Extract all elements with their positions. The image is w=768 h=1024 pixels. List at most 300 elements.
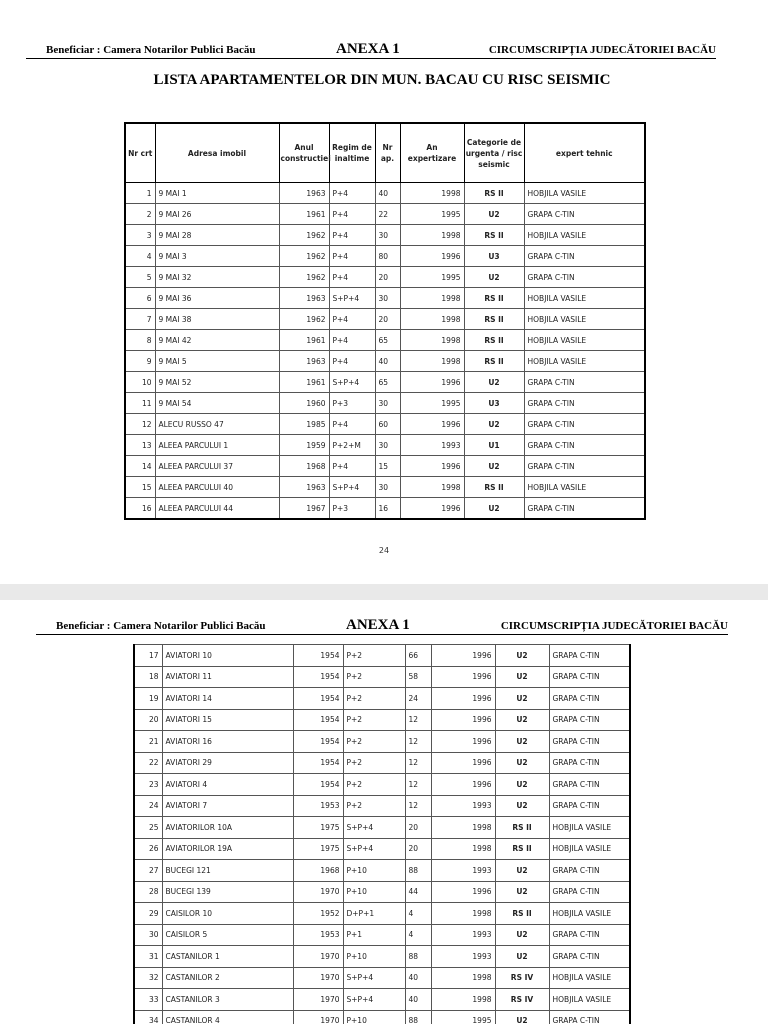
table-row: [134, 688, 630, 710]
expertise-year-cell: 1993: [400, 435, 464, 456]
row-number: 22: [134, 752, 162, 774]
expertise-year-cell: 1995: [400, 393, 464, 414]
construction-year-cell: 1975: [293, 817, 343, 839]
expert-cell: HOBJILA VASILE: [549, 838, 630, 860]
apartments-cell: 65: [375, 372, 400, 393]
expertise-year-cell: 1998: [431, 967, 495, 989]
table-row: [125, 309, 645, 330]
risk-category-cell: U2: [495, 731, 549, 753]
apartments-cell: 20: [405, 817, 431, 839]
row-number: 19: [134, 688, 162, 710]
table-row: [134, 860, 630, 882]
expertise-year-cell: 1996: [431, 709, 495, 731]
address-cell: AVIATORI 14: [162, 688, 293, 710]
height-regime-cell: P+4: [329, 246, 375, 267]
construction-year-cell: 1961: [279, 330, 329, 351]
expert-cell: HOBJILA VASILE: [524, 288, 645, 309]
height-regime-cell: P+2: [343, 752, 405, 774]
construction-year-cell: 1970: [293, 989, 343, 1011]
apartments-cell: 66: [405, 645, 431, 667]
expert-cell: HOBJILA VASILE: [549, 903, 630, 925]
construction-year-cell: 1959: [279, 435, 329, 456]
height-regime-cell: P+10: [343, 860, 405, 882]
risk-category-cell: U2: [495, 881, 549, 903]
expert-cell: GRAPA C-TIN: [549, 881, 630, 903]
height-regime-cell: P+10: [343, 946, 405, 968]
row-number: 34: [134, 1010, 162, 1024]
expert-cell: GRAPA C-TIN: [524, 372, 645, 393]
expertise-year-cell: 1996: [431, 752, 495, 774]
expert-cell: HOBJILA VASILE: [524, 351, 645, 372]
expert-cell: GRAPA C-TIN: [524, 204, 645, 225]
apartments-cell: 60: [375, 414, 400, 435]
apartments-cell: 4: [405, 903, 431, 925]
expert-cell: GRAPA C-TIN: [524, 393, 645, 414]
construction-year-cell: 1954: [293, 666, 343, 688]
address-cell: CASTANILOR 3: [162, 989, 293, 1011]
page-header: [36, 616, 728, 635]
construction-year-cell: 1970: [293, 881, 343, 903]
construction-year-cell: 1960: [279, 393, 329, 414]
apartments-cell: 40: [405, 967, 431, 989]
risk-category-cell: U2: [495, 924, 549, 946]
expert-cell: GRAPA C-TIN: [549, 924, 630, 946]
row-number: 12: [125, 414, 155, 435]
row-number: 21: [134, 731, 162, 753]
address-cell: 9 MAI 42: [155, 330, 279, 351]
construction-year-cell: 1954: [293, 709, 343, 731]
expert-cell: GRAPA C-TIN: [549, 1010, 630, 1024]
expertise-year-cell: 1996: [431, 774, 495, 796]
table-row: [134, 903, 630, 925]
table-row: [125, 288, 645, 309]
apartments-cell: 30: [375, 477, 400, 498]
risk-category-cell: U2: [495, 688, 549, 710]
apartments-cell: 30: [375, 393, 400, 414]
expert-cell: HOBJILA VASILE: [524, 309, 645, 330]
apartments-cell: 80: [375, 246, 400, 267]
expert-cell: GRAPA C-TIN: [524, 456, 645, 477]
table-row: [125, 414, 645, 435]
page-number: 24: [378, 546, 390, 555]
expertise-year-cell: 1996: [431, 645, 495, 667]
expert-cell: GRAPA C-TIN: [549, 666, 630, 688]
address-cell: CASTANILOR 4: [162, 1010, 293, 1024]
construction-year-cell: 1954: [293, 645, 343, 667]
seismic-risk-table-continued: [133, 644, 631, 1024]
risk-category-cell: U2: [464, 267, 524, 288]
expertise-year-cell: 1996: [431, 688, 495, 710]
construction-year-cell: 1953: [293, 795, 343, 817]
height-regime-cell: P+4: [329, 267, 375, 288]
column-header-year: Anul constructiei: [279, 123, 329, 183]
expertise-year-cell: 1996: [400, 372, 464, 393]
expert-cell: HOBJILA VASILE: [549, 967, 630, 989]
height-regime-cell: S+P+4: [329, 372, 375, 393]
expertise-year-cell: 1993: [431, 924, 495, 946]
height-regime-cell: P+4: [329, 204, 375, 225]
apartments-cell: 40: [405, 989, 431, 1011]
apartments-cell: 88: [405, 1010, 431, 1024]
construction-year-cell: 1961: [279, 204, 329, 225]
apartments-cell: 40: [375, 183, 400, 204]
expert-cell: GRAPA C-TIN: [524, 246, 645, 267]
row-number: 30: [134, 924, 162, 946]
row-number: 33: [134, 989, 162, 1011]
expert-cell: GRAPA C-TIN: [524, 267, 645, 288]
expert-cell: GRAPA C-TIN: [549, 860, 630, 882]
address-cell: 9 MAI 32: [155, 267, 279, 288]
address-cell: 9 MAI 38: [155, 309, 279, 330]
construction-year-cell: 1954: [293, 731, 343, 753]
table-row: [125, 330, 645, 351]
expert-cell: GRAPA C-TIN: [549, 645, 630, 667]
apartments-cell: 40: [375, 351, 400, 372]
height-regime-cell: D+P+1: [343, 903, 405, 925]
expertise-year-cell: 1998: [400, 288, 464, 309]
column-header-risk-category: Categorie de urgenta / risc seismic: [464, 123, 524, 183]
column-header-height: Regim de inaltime: [329, 123, 375, 183]
risk-category-cell: RS II: [464, 225, 524, 246]
address-cell: AVIATORI 4: [162, 774, 293, 796]
table-row: [134, 731, 630, 753]
address-cell: AVIATORILOR 19A: [162, 838, 293, 860]
row-number: 2: [125, 204, 155, 225]
height-regime-cell: P+4: [329, 330, 375, 351]
expert-cell: GRAPA C-TIN: [549, 752, 630, 774]
table-row: [125, 183, 645, 204]
expertise-year-cell: 1998: [400, 477, 464, 498]
construction-year-cell: 1968: [279, 456, 329, 477]
address-cell: CASTANILOR 1: [162, 946, 293, 968]
table-row: [134, 795, 630, 817]
apartments-cell: 65: [375, 330, 400, 351]
table-row: [134, 752, 630, 774]
address-cell: CAISILOR 5: [162, 924, 293, 946]
court-district-label: CIRCUMSCRIPȚIA JUDECĂTORIEI BACĂU: [488, 44, 716, 56]
table-row: [134, 946, 630, 968]
table-row: [134, 924, 630, 946]
row-number: 16: [125, 498, 155, 520]
construction-year-cell: 1953: [293, 924, 343, 946]
document-title: LISTA APARTAMENTELOR DIN MUN. BACAU CU RISC SEISMIC: [153, 72, 611, 88]
column-header-expertise-year: An expertizare: [400, 123, 464, 183]
risk-category-cell: RS II: [495, 903, 549, 925]
row-number: 9: [125, 351, 155, 372]
height-regime-cell: P+10: [343, 881, 405, 903]
table-row: [134, 967, 630, 989]
beneficiary-label: Beneficiar : Camera Notarilor Publici Bacău: [46, 44, 256, 56]
risk-category-cell: RS IV: [495, 967, 549, 989]
construction-year-cell: 1962: [279, 225, 329, 246]
construction-year-cell: 1963: [279, 288, 329, 309]
address-cell: AVIATORI 16: [162, 731, 293, 753]
address-cell: AVIATORI 7: [162, 795, 293, 817]
construction-year-cell: 1952: [293, 903, 343, 925]
apartments-cell: 4: [405, 924, 431, 946]
address-cell: CASTANILOR 2: [162, 967, 293, 989]
row-number: 4: [125, 246, 155, 267]
construction-year-cell: 1954: [293, 752, 343, 774]
expert-cell: HOBJILA VASILE: [524, 183, 645, 204]
construction-year-cell: 1962: [279, 246, 329, 267]
risk-category-cell: U2: [495, 752, 549, 774]
row-number: 13: [125, 435, 155, 456]
apartments-cell: 88: [405, 946, 431, 968]
construction-year-cell: 1970: [293, 967, 343, 989]
risk-category-cell: RS IV: [495, 989, 549, 1011]
page-header: [26, 40, 716, 59]
risk-category-cell: U2: [464, 498, 524, 520]
row-number: 28: [134, 881, 162, 903]
address-cell: 9 MAI 36: [155, 288, 279, 309]
risk-category-cell: U2: [495, 795, 549, 817]
expertise-year-cell: 1993: [431, 860, 495, 882]
apartments-cell: 20: [375, 267, 400, 288]
risk-category-cell: U2: [464, 372, 524, 393]
address-cell: 9 MAI 5: [155, 351, 279, 372]
row-number: 18: [134, 666, 162, 688]
construction-year-cell: 1962: [279, 267, 329, 288]
risk-category-cell: RS II: [464, 183, 524, 204]
column-header-apartments: Nr ap.: [375, 123, 400, 183]
height-regime-cell: P+2: [343, 709, 405, 731]
risk-category-cell: U2: [495, 774, 549, 796]
address-cell: 9 MAI 1: [155, 183, 279, 204]
table-body: [134, 645, 630, 1024]
apartments-cell: 30: [375, 435, 400, 456]
table-row: [134, 881, 630, 903]
construction-year-cell: 1954: [293, 688, 343, 710]
expert-cell: GRAPA C-TIN: [549, 731, 630, 753]
apartments-cell: 12: [405, 774, 431, 796]
row-number: 32: [134, 967, 162, 989]
table-body: [125, 183, 645, 520]
risk-category-cell: U3: [464, 393, 524, 414]
construction-year-cell: 1970: [293, 1010, 343, 1024]
address-cell: CAISILOR 10: [162, 903, 293, 925]
expertise-year-cell: 1995: [400, 204, 464, 225]
address-cell: 9 MAI 52: [155, 372, 279, 393]
address-cell: ALEEA PARCULUI 40: [155, 477, 279, 498]
expert-cell: HOBJILA VASILE: [549, 817, 630, 839]
row-number: 14: [125, 456, 155, 477]
expertise-year-cell: 1998: [400, 183, 464, 204]
expertise-year-cell: 1998: [400, 351, 464, 372]
height-regime-cell: P+10: [343, 1010, 405, 1024]
row-number: 27: [134, 860, 162, 882]
address-cell: ALEEA PARCULUI 44: [155, 498, 279, 520]
court-district-label: CIRCUMSCRIPȚIA JUDECĂTORIEI BACĂU: [500, 620, 728, 632]
risk-category-cell: RS II: [464, 309, 524, 330]
address-cell: AVIATORI 10: [162, 645, 293, 667]
construction-year-cell: 1975: [293, 838, 343, 860]
table-row: [134, 1010, 630, 1024]
expert-cell: GRAPA C-TIN: [524, 435, 645, 456]
expertise-year-cell: 1996: [431, 666, 495, 688]
row-number: 26: [134, 838, 162, 860]
address-cell: ALEEA PARCULUI 1: [155, 435, 279, 456]
expertise-year-cell: 1996: [400, 456, 464, 477]
row-number: 20: [134, 709, 162, 731]
table-row: [125, 246, 645, 267]
seismic-risk-table: [124, 122, 646, 520]
expert-cell: HOBJILA VASILE: [549, 989, 630, 1011]
row-number: 8: [125, 330, 155, 351]
risk-category-cell: RS II: [464, 351, 524, 372]
table-row: [125, 477, 645, 498]
row-number: 3: [125, 225, 155, 246]
risk-category-cell: U2: [464, 414, 524, 435]
height-regime-cell: S+P+4: [329, 477, 375, 498]
expert-cell: GRAPA C-TIN: [549, 795, 630, 817]
expert-cell: GRAPA C-TIN: [549, 688, 630, 710]
apartments-cell: 12: [405, 731, 431, 753]
risk-category-cell: U2: [464, 204, 524, 225]
expertise-year-cell: 1998: [431, 989, 495, 1011]
construction-year-cell: 1954: [293, 774, 343, 796]
expertise-year-cell: 1998: [431, 817, 495, 839]
height-regime-cell: S+P+4: [343, 838, 405, 860]
table-row: [125, 393, 645, 414]
height-regime-cell: P+2: [343, 795, 405, 817]
address-cell: BUCEGI 139: [162, 881, 293, 903]
apartments-cell: 12: [405, 752, 431, 774]
row-number: 6: [125, 288, 155, 309]
risk-category-cell: U2: [495, 1010, 549, 1024]
address-cell: 9 MAI 54: [155, 393, 279, 414]
address-cell: AVIATORILOR 10A: [162, 817, 293, 839]
apartments-cell: 12: [405, 795, 431, 817]
annex-label: ANEXA 1: [336, 41, 400, 57]
apartments-cell: 22: [375, 204, 400, 225]
height-regime-cell: P+3: [329, 498, 375, 520]
row-number: 29: [134, 903, 162, 925]
expertise-year-cell: 1996: [431, 731, 495, 753]
construction-year-cell: 1970: [293, 946, 343, 968]
apartments-cell: 30: [375, 288, 400, 309]
risk-category-cell: U2: [495, 645, 549, 667]
expert-cell: HOBJILA VASILE: [524, 225, 645, 246]
column-header-nr: Nr crt: [125, 123, 155, 183]
table-row: [134, 645, 630, 667]
apartments-cell: 30: [375, 225, 400, 246]
row-number: 25: [134, 817, 162, 839]
expertise-year-cell: 1998: [400, 330, 464, 351]
address-cell: 9 MAI 28: [155, 225, 279, 246]
table-row: [134, 989, 630, 1011]
annex-label: ANEXA 1: [346, 617, 410, 633]
apartments-cell: 20: [405, 838, 431, 860]
expert-cell: HOBJILA VASILE: [524, 330, 645, 351]
row-number: 5: [125, 267, 155, 288]
row-number: 24: [134, 795, 162, 817]
risk-category-cell: RS II: [464, 288, 524, 309]
construction-year-cell: 1963: [279, 351, 329, 372]
table-row: [134, 817, 630, 839]
height-regime-cell: S+P+4: [343, 989, 405, 1011]
risk-category-cell: RS II: [495, 838, 549, 860]
height-regime-cell: P+4: [329, 183, 375, 204]
row-number: 7: [125, 309, 155, 330]
height-regime-cell: P+1: [343, 924, 405, 946]
address-cell: 9 MAI 3: [155, 246, 279, 267]
row-number: 31: [134, 946, 162, 968]
apartments-cell: 44: [405, 881, 431, 903]
risk-category-cell: U2: [495, 946, 549, 968]
risk-category-cell: RS II: [464, 330, 524, 351]
height-regime-cell: P+4: [329, 309, 375, 330]
expertise-year-cell: 1998: [400, 309, 464, 330]
construction-year-cell: 1963: [279, 477, 329, 498]
expert-cell: GRAPA C-TIN: [549, 774, 630, 796]
construction-year-cell: 1962: [279, 309, 329, 330]
expertise-year-cell: 1993: [431, 795, 495, 817]
expert-cell: GRAPA C-TIN: [549, 946, 630, 968]
risk-category-cell: U2: [495, 666, 549, 688]
address-cell: AVIATORI 11: [162, 666, 293, 688]
table-row: [134, 774, 630, 796]
risk-category-cell: U2: [495, 709, 549, 731]
row-number: 11: [125, 393, 155, 414]
height-regime-cell: P+4: [329, 456, 375, 477]
table-row: [125, 225, 645, 246]
apartments-cell: 24: [405, 688, 431, 710]
address-cell: ALEEA PARCULUI 37: [155, 456, 279, 477]
table-header-row: [125, 123, 645, 183]
table-row: [125, 372, 645, 393]
row-number: 17: [134, 645, 162, 667]
table-row: [125, 456, 645, 477]
height-regime-cell: P+2: [343, 645, 405, 667]
row-number: 10: [125, 372, 155, 393]
expertise-year-cell: 1996: [431, 881, 495, 903]
row-number: 23: [134, 774, 162, 796]
table-row: [134, 666, 630, 688]
apartments-cell: 88: [405, 860, 431, 882]
expertise-year-cell: 1995: [431, 1010, 495, 1024]
construction-year-cell: 1985: [279, 414, 329, 435]
construction-year-cell: 1963: [279, 183, 329, 204]
height-regime-cell: P+2: [343, 666, 405, 688]
row-number: 1: [125, 183, 155, 204]
apartments-cell: 58: [405, 666, 431, 688]
row-number: 15: [125, 477, 155, 498]
address-cell: ALECU RUSSO 47: [155, 414, 279, 435]
construction-year-cell: 1961: [279, 372, 329, 393]
expertise-year-cell: 1998: [400, 225, 464, 246]
apartments-cell: 15: [375, 456, 400, 477]
apartments-cell: 16: [375, 498, 400, 520]
table-row: [134, 838, 630, 860]
height-regime-cell: P+2: [343, 774, 405, 796]
construction-year-cell: 1967: [279, 498, 329, 520]
expertise-year-cell: 1998: [431, 838, 495, 860]
construction-year-cell: 1968: [293, 860, 343, 882]
height-regime-cell: P+4: [329, 351, 375, 372]
height-regime-cell: P+4: [329, 225, 375, 246]
expertise-year-cell: 1998: [431, 903, 495, 925]
height-regime-cell: P+3: [329, 393, 375, 414]
apartments-cell: 20: [375, 309, 400, 330]
expertise-year-cell: 1996: [400, 246, 464, 267]
expertise-year-cell: 1995: [400, 267, 464, 288]
height-regime-cell: S+P+4: [343, 967, 405, 989]
height-regime-cell: P+4: [329, 414, 375, 435]
beneficiary-label: Beneficiar : Camera Notarilor Publici Bacău: [56, 620, 266, 632]
column-header-address: Adresa imobil: [155, 123, 279, 183]
height-regime-cell: P+2: [343, 688, 405, 710]
